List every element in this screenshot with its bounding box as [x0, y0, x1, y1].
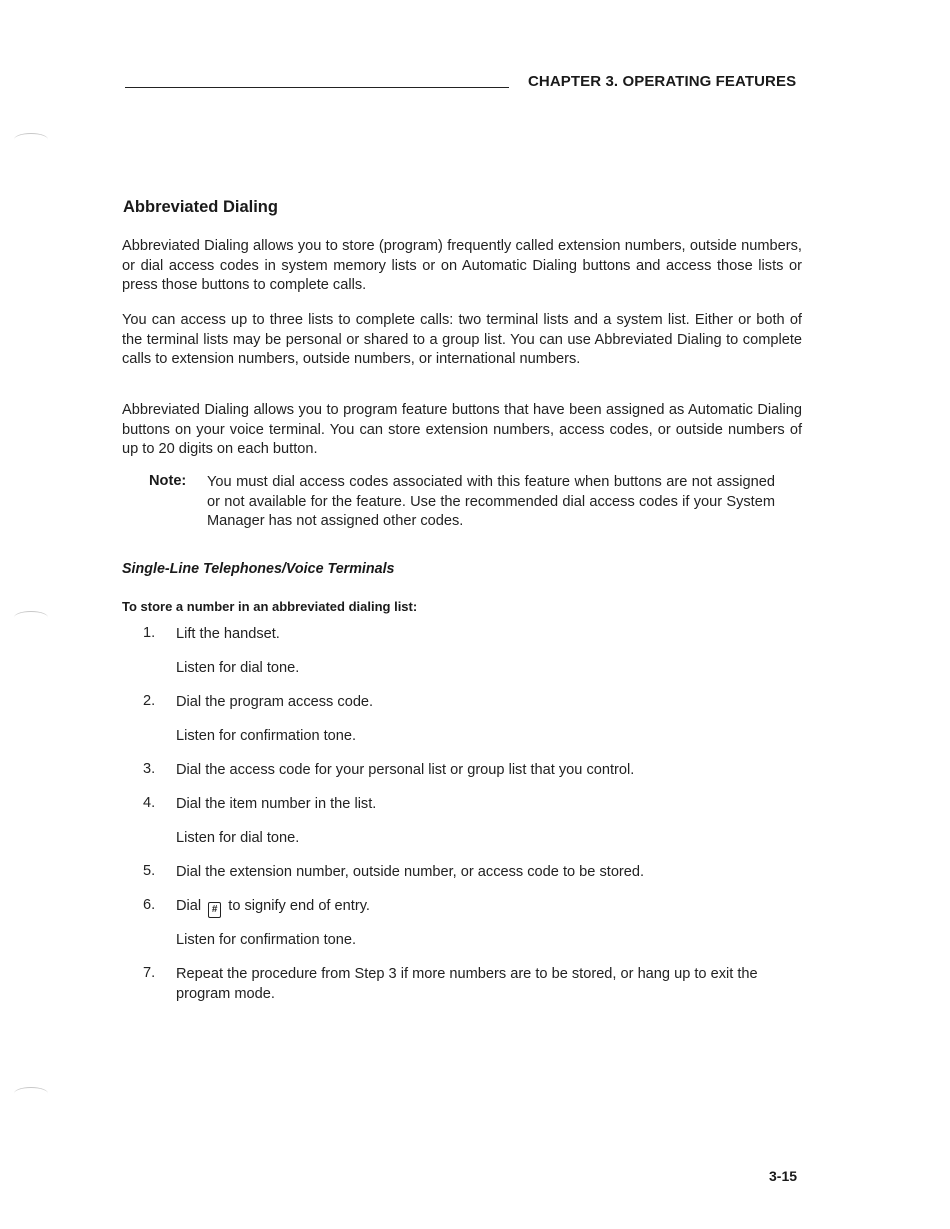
section-title: Abbreviated Dialing	[123, 198, 278, 216]
step-result: Listen for dial tone.	[176, 660, 300, 676]
header-rule	[125, 87, 509, 88]
step-number: 7.	[143, 965, 156, 981]
step-number: 2.	[143, 693, 156, 709]
chapter-title: CHAPTER 3. OPERATING FEATURES	[528, 73, 797, 90]
step-number: 3.	[143, 761, 156, 777]
step-result: Listen for confirmation tone.	[176, 932, 357, 948]
note-label: Note:	[149, 473, 187, 489]
step-text: Dial the access code for your personal list or group list that you control.	[176, 762, 635, 778]
step-text-after: to signify end of entry.	[228, 898, 370, 914]
step-number: 5.	[143, 863, 156, 879]
step-text: Dial the item number in the list.	[176, 796, 377, 812]
paragraph: You can access up to three lists to complete calls: two terminal lists and a system list. Either or both of the terminal lists may be personal or shared to a group list. You can use Abbreviated Dialing to complete calls to extension numbers, outside numbers, or international numbers.	[122, 312, 802, 367]
scan-edge-mark	[14, 611, 48, 624]
step-number: 4.	[143, 795, 156, 811]
step-number: 1.	[143, 625, 156, 641]
step-text: Dial the program access code.	[176, 694, 374, 710]
subsection-title: Single-Line Telephones/Voice Terminals	[122, 561, 395, 577]
scan-edge-mark	[14, 133, 48, 146]
step-result: Listen for confirmation tone.	[176, 728, 357, 744]
procedure-title: To store a number in an abbreviated dialing list:	[122, 599, 418, 614]
pound-key-icon: #	[208, 902, 221, 918]
step-result: Listen for dial tone.	[176, 830, 300, 846]
scan-edge-mark	[14, 1087, 48, 1100]
step-text-before: Dial	[176, 898, 202, 914]
step-text: Lift the handset.	[176, 626, 280, 642]
step-text	[176, 897, 802, 918]
step-number: 6.	[143, 897, 156, 913]
step-text: Repeat the procedure from Step 3 if more numbers are to be stored, or hang up to exit the program mode.	[176, 966, 758, 1002]
paragraph: Abbreviated Dialing allows you to program feature buttons that have been assigned as Automatic Dialing buttons on your voice terminal. You can store extension numbers, access codes, or outside numbers of up to 20 digits on each button.	[122, 402, 802, 457]
paragraph: Abbreviated Dialing allows you to store (program) frequently called extension numbers, outside numbers, or dial access codes in system memory lists or on Automatic Dialing buttons and access those lists or press those buttons to complete calls.	[122, 238, 802, 293]
step-text: Dial the extension number, outside number, or access code to be stored.	[176, 864, 645, 880]
note-text: You must dial access codes associated with this feature when buttons are not assigned or not available for the feature. Use the recommended dial access codes if your System Manager has not assigned other codes.	[207, 474, 775, 529]
page-number: 3-15	[769, 1168, 798, 1184]
